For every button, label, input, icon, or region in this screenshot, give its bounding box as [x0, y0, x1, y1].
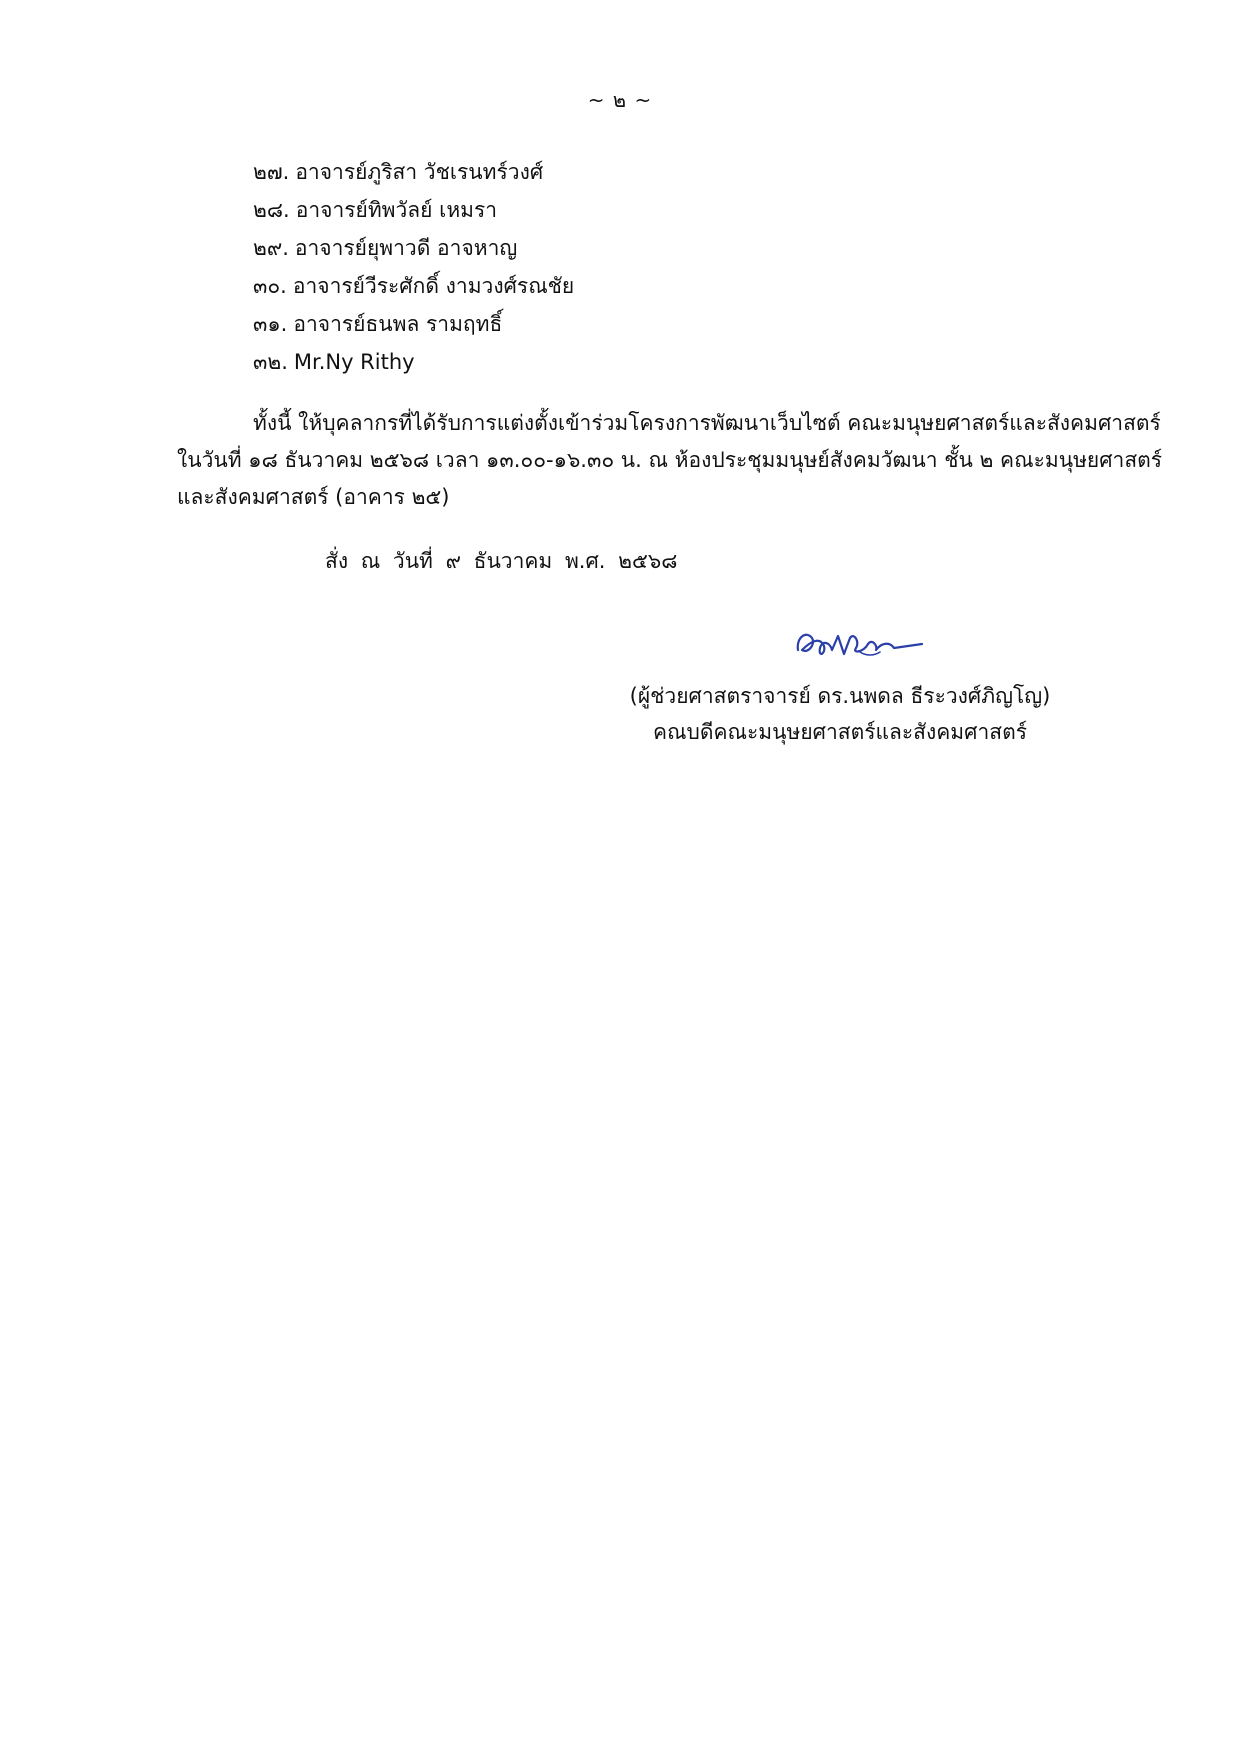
list-item-number: ๓๑. [253, 312, 288, 336]
page-number: ~ ๒ ~ [587, 88, 653, 112]
list-item [253, 343, 953, 381]
paragraph-line: ทั้งนี้ ให้บุคลากรที่ได้รับการแต่งตั้งเข้าร่วมโครงการพัฒนาเว็บไซต์ คณะมนุษยศาสตร์และสังคมศาสตร์ [253, 411, 1161, 435]
signature-image [790, 620, 930, 670]
list-item-name: อาจารย์ยุพาวดี อาจหาญ [294, 236, 518, 260]
signer-position: คณบดีคณะมนุษยศาสตร์และสังคมศาสตร์ [652, 720, 1027, 744]
list-item [253, 305, 953, 343]
list-item [253, 191, 953, 229]
instruction-paragraph [177, 405, 1163, 516]
order-date: สั่ง ณ วันที่ ๙ ธันวาคม พ.ศ. ๒๕๖๘ [325, 549, 678, 573]
signer-name: (ผู้ช่วยศาสตราจารย์ ดร.นพดล ธีระวงศ์ภิญโญ) [629, 684, 1051, 708]
signer-block [560, 678, 1120, 750]
paragraph-line: ในวันที่ ๑๘ ธันวาคม ๒๕๖๘ เวลา ๑๓.๐๐-๑๖.๓๐ น. ณ ห้องประชุมมนุษย์สังคมวัฒนา ชั้น ๒ คณะมนุษยศาสตร์ [177, 448, 1163, 472]
list-item-number: ๓๒. [253, 350, 288, 374]
list-item-number: ๒๘. [253, 198, 290, 222]
list-item-number: ๓๐. [253, 274, 287, 298]
list-item [253, 153, 953, 191]
list-item-name: อาจารย์ทิพวัลย์ เหมรา [295, 198, 498, 222]
list-item-number: ๒๗. [253, 160, 290, 184]
list-item [253, 229, 953, 267]
list-item-number: ๒๙. [253, 236, 289, 260]
list-item-name: Mr.Ny Rithy [293, 350, 415, 374]
appointee-list [253, 153, 953, 381]
paragraph-line: และสังคมศาสตร์ (อาคาร ๒๕) [177, 485, 450, 509]
list-item [253, 267, 953, 305]
list-item-name: อาจารย์ธนพล รามฤทธิ์ [293, 312, 503, 336]
list-item-name: อาจารย์ภูริสา วัชเรนทร์วงศ์ [295, 160, 544, 184]
list-item-name: อาจารย์วีระศักดิ์ งามวงศ์รณชัย [292, 274, 575, 298]
